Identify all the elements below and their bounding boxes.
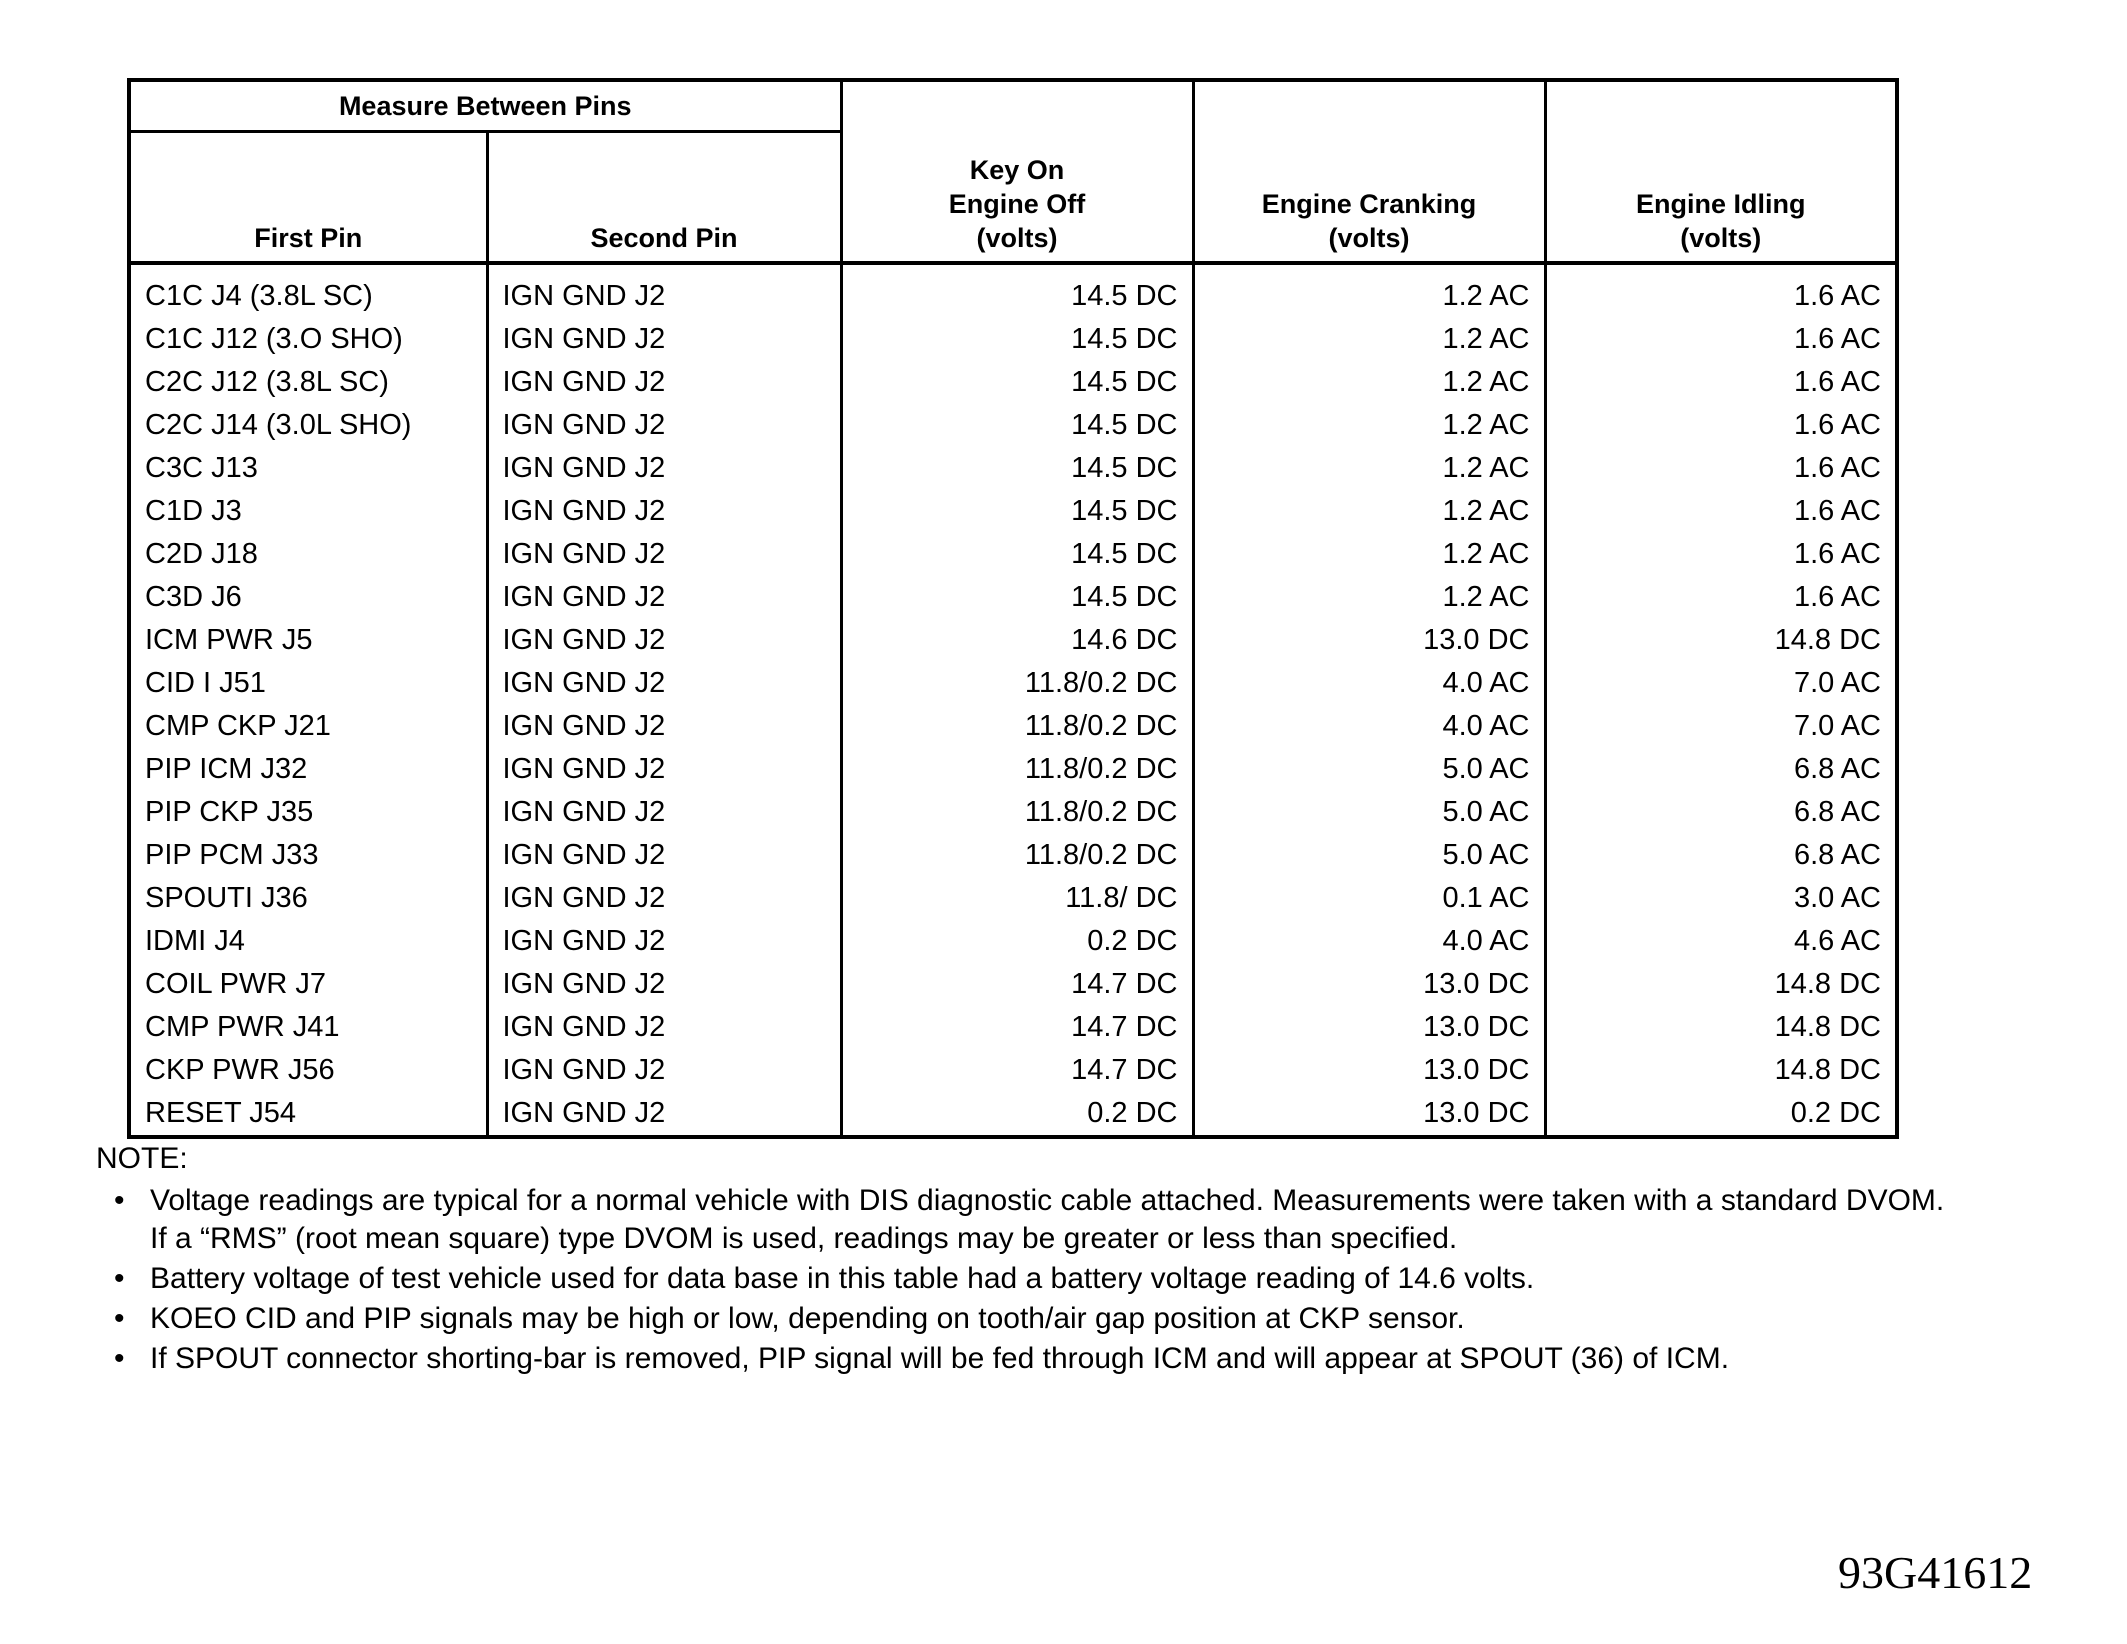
notes-heading: NOTE: xyxy=(96,1142,188,1175)
second-pin-cell: IGN GND J2 xyxy=(487,877,841,920)
notes-section xyxy=(96,1140,1946,1380)
table-body xyxy=(129,263,1897,1137)
note-text: Battery voltage of test vehicle used for data base in this table had a battery voltage reading of 14.6 volts. xyxy=(150,1262,1535,1295)
cranking-voltage-cell: 13.0 DC xyxy=(1193,1092,1545,1137)
table-row xyxy=(129,576,1897,619)
second-pin-cell: IGN GND J2 xyxy=(487,576,841,619)
first-pin-cell: RESET J54 xyxy=(129,1092,487,1137)
group-header-measure-between-pins: Measure Between Pins xyxy=(129,80,841,132)
idling-voltage-cell: 6.8 AC xyxy=(1545,748,1897,791)
bullet-icon: • xyxy=(114,1302,125,1335)
koeo-voltage-cell: 14.5 DC xyxy=(841,404,1193,447)
second-pin-cell: IGN GND J2 xyxy=(487,263,841,318)
second-pin-cell: IGN GND J2 xyxy=(487,404,841,447)
table-row xyxy=(129,834,1897,877)
table-row xyxy=(129,877,1897,920)
cranking-voltage-cell: 1.2 AC xyxy=(1193,447,1545,490)
table-row xyxy=(129,662,1897,705)
first-pin-cell: PIP ICM J32 xyxy=(129,748,487,791)
cranking-voltage-cell: 13.0 DC xyxy=(1193,619,1545,662)
first-pin-cell: C2C J14 (3.0L SHO) xyxy=(129,404,487,447)
second-pin-cell: IGN GND J2 xyxy=(487,748,841,791)
first-pin-cell: C1D J3 xyxy=(129,490,487,533)
cranking-voltage-cell: 4.0 AC xyxy=(1193,662,1545,705)
second-pin-cell: IGN GND J2 xyxy=(487,533,841,576)
idling-voltage-cell: 1.6 AC xyxy=(1545,404,1897,447)
idling-voltage-cell: 1.6 AC xyxy=(1545,490,1897,533)
header-idling-line-2: (volts) xyxy=(1680,223,1762,253)
koeo-voltage-cell: 0.2 DC xyxy=(841,920,1193,963)
note-item xyxy=(96,1260,1946,1298)
header-key-on-engine-off xyxy=(841,80,1193,263)
first-pin-cell: SPOUTI J36 xyxy=(129,877,487,920)
second-pin-cell: IGN GND J2 xyxy=(487,920,841,963)
koeo-voltage-cell: 11.8/0.2 DC xyxy=(841,705,1193,748)
koeo-voltage-cell: 11.8/0.2 DC xyxy=(841,791,1193,834)
koeo-voltage-cell: 11.8/0.2 DC xyxy=(841,662,1193,705)
cranking-voltage-cell: 13.0 DC xyxy=(1193,1006,1545,1049)
table-row xyxy=(129,705,1897,748)
cranking-voltage-cell: 1.2 AC xyxy=(1193,576,1545,619)
table-row xyxy=(129,1006,1897,1049)
note-text: If SPOUT connector shorting-bar is removed, PIP signal will be fed through ICM and will appear at SPOUT (36) of ICM. xyxy=(150,1342,1730,1375)
second-pin-cell: IGN GND J2 xyxy=(487,318,841,361)
idling-voltage-cell: 3.0 AC xyxy=(1545,877,1897,920)
idling-voltage-cell: 1.6 AC xyxy=(1545,263,1897,318)
second-pin-cell: IGN GND J2 xyxy=(487,791,841,834)
first-pin-cell: C3D J6 xyxy=(129,576,487,619)
koeo-voltage-cell: 14.5 DC xyxy=(841,447,1193,490)
koeo-voltage-cell: 14.7 DC xyxy=(841,1006,1193,1049)
header-second-pin: Second Pin xyxy=(487,132,841,264)
idling-voltage-cell: 14.8 DC xyxy=(1545,1006,1897,1049)
header-engine-idling xyxy=(1545,80,1897,263)
idling-voltage-cell: 1.6 AC xyxy=(1545,318,1897,361)
second-pin-cell: IGN GND J2 xyxy=(487,1049,841,1092)
idling-voltage-cell: 1.6 AC xyxy=(1545,533,1897,576)
cranking-voltage-cell: 5.0 AC xyxy=(1193,748,1545,791)
idling-voltage-cell: 1.6 AC xyxy=(1545,576,1897,619)
koeo-voltage-cell: 14.5 DC xyxy=(841,361,1193,404)
bullet-icon: • xyxy=(114,1342,125,1375)
table-row xyxy=(129,318,1897,361)
cranking-voltage-cell: 1.2 AC xyxy=(1193,533,1545,576)
cranking-voltage-cell: 13.0 DC xyxy=(1193,963,1545,1006)
header-cranking-line-1: Engine Cranking xyxy=(1261,189,1477,219)
header-engine-cranking xyxy=(1193,80,1545,263)
koeo-voltage-cell: 14.7 DC xyxy=(841,963,1193,1006)
idling-voltage-cell: 0.2 DC xyxy=(1545,1092,1897,1137)
table-row xyxy=(129,791,1897,834)
table-header-row xyxy=(129,80,1897,132)
cranking-voltage-cell: 4.0 AC xyxy=(1193,920,1545,963)
idling-voltage-cell: 7.0 AC xyxy=(1545,662,1897,705)
first-pin-cell: C2D J18 xyxy=(129,533,487,576)
second-pin-cell: IGN GND J2 xyxy=(487,361,841,404)
header-first-pin: First Pin xyxy=(129,132,487,264)
koeo-voltage-cell: 14.5 DC xyxy=(841,533,1193,576)
notes-list xyxy=(96,1182,1946,1378)
koeo-voltage-cell: 11.8/0.2 DC xyxy=(841,834,1193,877)
idling-voltage-cell: 7.0 AC xyxy=(1545,705,1897,748)
table-row xyxy=(129,404,1897,447)
cranking-voltage-cell: 1.2 AC xyxy=(1193,490,1545,533)
first-pin-cell: PIP CKP J35 xyxy=(129,791,487,834)
header-koeo-line-1: Key On xyxy=(969,155,1065,185)
second-pin-cell: IGN GND J2 xyxy=(487,447,841,490)
voltage-table xyxy=(127,78,1899,1139)
table-row xyxy=(129,920,1897,963)
second-pin-cell: IGN GND J2 xyxy=(487,1006,841,1049)
cranking-voltage-cell: 1.2 AC xyxy=(1193,318,1545,361)
note-item xyxy=(96,1182,1946,1258)
second-pin-cell: IGN GND J2 xyxy=(487,619,841,662)
second-pin-cell: IGN GND J2 xyxy=(487,963,841,1006)
koeo-voltage-cell: 14.5 DC xyxy=(841,263,1193,318)
cranking-voltage-cell: 1.2 AC xyxy=(1193,263,1545,318)
header-idling-line-1: Engine Idling xyxy=(1636,189,1806,219)
first-pin-cell: CID I J51 xyxy=(129,662,487,705)
koeo-voltage-cell: 11.8/0.2 DC xyxy=(841,748,1193,791)
koeo-voltage-cell: 14.6 DC xyxy=(841,619,1193,662)
koeo-voltage-cell: 14.5 DC xyxy=(841,318,1193,361)
table-row xyxy=(129,1092,1897,1137)
second-pin-cell: IGN GND J2 xyxy=(487,490,841,533)
table-row xyxy=(129,263,1897,318)
koeo-voltage-cell: 11.8/ DC xyxy=(841,877,1193,920)
idling-voltage-cell: 1.6 AC xyxy=(1545,447,1897,490)
table-row xyxy=(129,447,1897,490)
figure-id: 93G41612 xyxy=(1838,1547,2033,1598)
table-row xyxy=(129,748,1897,791)
idling-voltage-cell: 14.8 DC xyxy=(1545,1049,1897,1092)
second-pin-cell: IGN GND J2 xyxy=(487,834,841,877)
note-text: Voltage readings are typical for a normal vehicle with DIS diagnostic cable attached. Measurements were taken with a standard DVOM. If a “RMS” (root mean square) type DVOM is used, readings may be greater or less than specified. xyxy=(150,1184,1945,1255)
first-pin-cell: C1C J4 (3.8L SC) xyxy=(129,263,487,318)
idling-voltage-cell: 14.8 DC xyxy=(1545,619,1897,662)
first-pin-cell: CMP CKP J21 xyxy=(129,705,487,748)
koeo-voltage-cell: 14.7 DC xyxy=(841,1049,1193,1092)
header-koeo-line-3: (volts) xyxy=(976,223,1058,253)
second-pin-cell: IGN GND J2 xyxy=(487,1092,841,1137)
first-pin-cell: C1C J12 (3.O SHO) xyxy=(129,318,487,361)
table-row xyxy=(129,1049,1897,1092)
header-koeo-line-2: Engine Off xyxy=(948,189,1086,219)
table-row xyxy=(129,963,1897,1006)
header-cranking-line-2: (volts) xyxy=(1328,223,1410,253)
cranking-voltage-cell: 5.0 AC xyxy=(1193,834,1545,877)
note-item xyxy=(96,1300,1946,1338)
first-pin-cell: C2C J12 (3.8L SC) xyxy=(129,361,487,404)
idling-voltage-cell: 1.6 AC xyxy=(1545,361,1897,404)
first-pin-cell: IDMI J4 xyxy=(129,920,487,963)
first-pin-cell: C3C J13 xyxy=(129,447,487,490)
idling-voltage-cell: 6.8 AC xyxy=(1545,791,1897,834)
first-pin-cell: PIP PCM J33 xyxy=(129,834,487,877)
second-pin-cell: IGN GND J2 xyxy=(487,662,841,705)
koeo-voltage-cell: 14.5 DC xyxy=(841,490,1193,533)
bullet-icon: • xyxy=(114,1184,125,1217)
idling-voltage-cell: 6.8 AC xyxy=(1545,834,1897,877)
table-row xyxy=(129,533,1897,576)
first-pin-cell: ICM PWR J5 xyxy=(129,619,487,662)
cranking-voltage-cell: 13.0 DC xyxy=(1193,1049,1545,1092)
cranking-voltage-cell: 4.0 AC xyxy=(1193,705,1545,748)
idling-voltage-cell: 4.6 AC xyxy=(1545,920,1897,963)
koeo-voltage-cell: 14.5 DC xyxy=(841,576,1193,619)
second-pin-cell: IGN GND J2 xyxy=(487,705,841,748)
cranking-voltage-cell: 0.1 AC xyxy=(1193,877,1545,920)
table-row xyxy=(129,361,1897,404)
cranking-voltage-cell: 1.2 AC xyxy=(1193,361,1545,404)
cranking-voltage-cell: 5.0 AC xyxy=(1193,791,1545,834)
note-item xyxy=(96,1340,1946,1378)
note-text: KOEO CID and PIP signals may be high or low, depending on tooth/air gap position at CKP sensor. xyxy=(150,1302,1465,1335)
first-pin-cell: COIL PWR J7 xyxy=(129,963,487,1006)
first-pin-cell: CKP PWR J56 xyxy=(129,1049,487,1092)
idling-voltage-cell: 14.8 DC xyxy=(1545,963,1897,1006)
koeo-voltage-cell: 0.2 DC xyxy=(841,1092,1193,1137)
table-row xyxy=(129,490,1897,533)
cranking-voltage-cell: 1.2 AC xyxy=(1193,404,1545,447)
first-pin-cell: CMP PWR J41 xyxy=(129,1006,487,1049)
bullet-icon: • xyxy=(114,1262,125,1295)
table-row xyxy=(129,619,1897,662)
